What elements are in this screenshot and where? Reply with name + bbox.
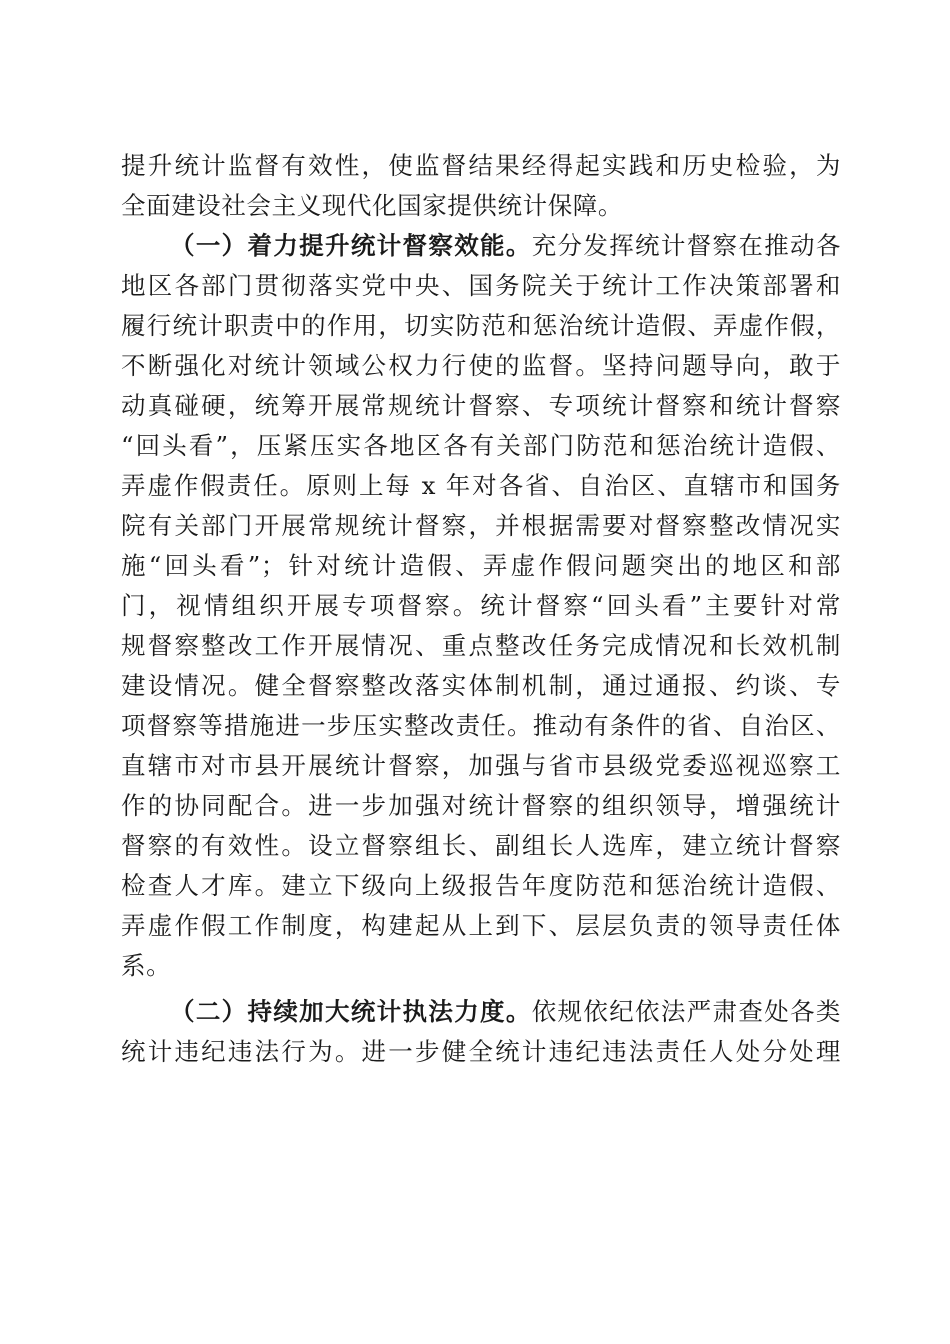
- section-1-line: 施“回头看”；针对统计造假、弄虚作假问题突出的地区和部: [121, 551, 841, 580]
- document-body: [121, 146, 841, 1072]
- section-1-first-line: [121, 226, 841, 266]
- section-1-line: 履行统计职责中的作用，切实防范和惩治统计造假、弄虚作假，: [121, 311, 841, 340]
- section-1-line: 规督察整改工作开展情况、重点整改任务完成情况和长效机制: [121, 631, 841, 660]
- section-1-heading: （一）着力提升统计督察效能。: [170, 231, 532, 260]
- section-1-line: 门，视情组织开展专项督察。统计督察“回头看”主要针对常: [121, 591, 841, 620]
- section-2-line: 统计违纪违法行为。进一步健全统计违纪违法责任人处分处理: [121, 1037, 841, 1066]
- section-1-line: 地区各部门贯彻落实党中央、国务院关于统计工作决策部署和: [121, 271, 841, 300]
- section-1-line: 督察的有效性。设立督察组长、副组长人选库，建立统计督察: [121, 831, 841, 860]
- section-1-line: 检查人才库。建立下级向上级报告年度防范和惩治统计造假、: [121, 871, 841, 900]
- section-2-heading: （二）持续加大统计执法力度。: [170, 997, 532, 1026]
- section-1-line: “回头看”，压紧压实各地区各有关部门防范和惩治统计造假、: [121, 431, 841, 460]
- section-1-line: 系。: [121, 951, 172, 980]
- section-1-line: 院有关部门开展常规统计督察，并根据需要对督察整改情况实: [121, 511, 841, 540]
- section-1-first-line-text: 充分发挥统计督察在推动各: [531, 231, 841, 260]
- section-1-line: 弄虚作假责任。原则上每 x 年对各省、自治区、直辖市和国务: [121, 471, 841, 500]
- section-1-line: 作的协同配合。进一步加强对统计督察的组织领导，增强统计: [121, 791, 841, 820]
- section-1-line: 项督察等措施进一步压实整改责任。推动有条件的省、自治区、: [121, 711, 841, 740]
- section-2-first-line-text: 依规依纪依法严肃查处各类: [531, 997, 841, 1026]
- section-1-line: 动真碰硬，统筹开展常规统计督察、专项统计督察和统计督察: [121, 391, 841, 420]
- section-1-line: 弄虚作假工作制度，构建起从上到下、层层负责的领导责任体: [121, 911, 841, 940]
- intro-line: 全面建设社会主义现代化国家提供统计保障。: [121, 191, 623, 220]
- section-1-line: 直辖市对市县开展统计督察，加强与省市县级党委巡视巡察工: [121, 751, 841, 780]
- section-1-line: 建设情况。健全督察整改落实体制机制，通过通报、约谈、专: [121, 671, 841, 700]
- section-1-line: 不断强化对统计领域公权力行使的监督。坚持问题导向，敢于: [121, 351, 841, 380]
- section-2-first-line: [121, 992, 841, 1032]
- intro-line: 提升统计监督有效性，使监督结果经得起实践和历史检验，为: [121, 151, 841, 180]
